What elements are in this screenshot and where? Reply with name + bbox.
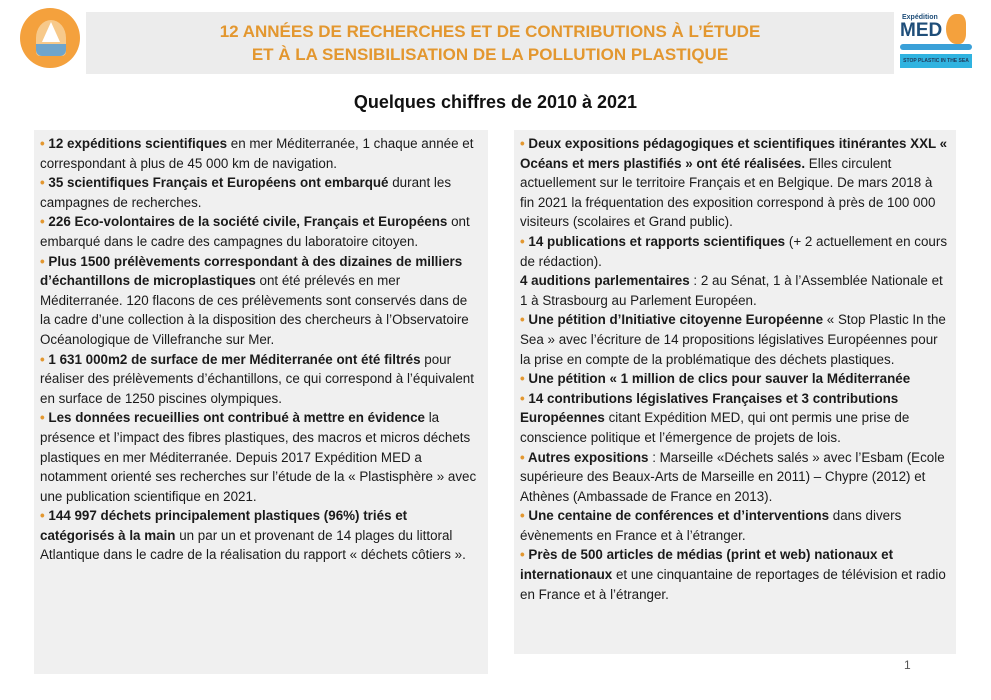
left-column-item-bold: 35 scientifiques Français et Européens ont embarqué — [48, 175, 389, 191]
bullet-icon: • — [520, 136, 529, 151]
bullet-icon: • — [520, 312, 529, 328]
flame-icon — [946, 14, 966, 44]
bullet-icon: • — [520, 390, 529, 406]
expedition-med-logo-left — [20, 8, 80, 68]
left-column-item-text: en mer Méditerranée, 1 chaque année et correspondant à plus de 45 000 km de navigation. — [40, 136, 474, 171]
logo-right-small-text: Expédition — [902, 14, 938, 21]
bullet-icon: • — [520, 508, 529, 524]
right-column-item-text: (+ 2 actuellement en cours de rédaction). — [520, 233, 948, 269]
right-column-item-text: : Marseille «Déchets salés » avec l’Esbam (Ecole supérieure des Beaux-Arts de Marseille en 2011) – Chypre (2012) et Athènes (Ambassade de France en 2013). — [520, 449, 945, 504]
bullet-icon: • — [40, 410, 49, 426]
right-column-item-bold: 14 contributions législatives Françaises et 3 contributions Européennes — [520, 390, 899, 426]
left-column-panel — [34, 130, 488, 674]
left-column-item-bold: Plus 1500 prélèvements correspondant à des dizaines de milliers d’échantillons de microplastiques — [40, 253, 463, 289]
right-column-item-bold: Près de 500 articles de médias (print et web) nationaux et internationaux — [520, 547, 894, 583]
right-column-item-text: et une cinquantaine de reportages de télévision et radio en France et à l’étranger. — [520, 567, 946, 602]
left-column-item-text: la présence et l’impact des fibres plastiques, des macros et micros déchets plastiques en mer Méditerranée. Depuis 2017 Expédition MED a notamment orienté ses recherches sur l’étude de la « Plastisphère » avec une publication scientifique en 2021. — [40, 410, 477, 504]
right-column-item-text: Elles circulent actuellement sur le territoire Français et en Belgique. De mars 2018 à fin 2021 la fréquentation des exposition correspond à près de 100 000 visiteurs (scolaires et Grand public). — [520, 155, 936, 230]
left-column-item-text: ont été prélevés en mer Méditerranée. 120 flacons de ces prélèvements sont conservés dans de la cadre d’une collection à la disposition des chercheurs à l’Observatoire Océanologique de Villefranche sur Mer. — [40, 273, 469, 347]
right-column-item-text: dans divers évènements en France et à l’étranger. — [520, 508, 902, 543]
page-subtitle: Quelques chiffres de 2010 à 2021 — [353, 92, 638, 112]
sail-icon — [42, 22, 60, 42]
right-column-item-bold: 14 publications et rapports scientifiques — [528, 233, 786, 249]
bullet-icon: • — [520, 449, 528, 465]
left-column-item-4 — [40, 252, 480, 350]
bullet-icon: • — [40, 214, 49, 230]
logo-right-big-text: MED — [900, 20, 943, 41]
left-column-item-bold: 144 997 déchets principalement plastiques (96%) triés et catégorisés à la main — [40, 508, 408, 543]
right-column-item-text: citant Expédition MED, qui ont permis une prise de conscience politique et l’émergence de projets de lois. — [520, 410, 910, 445]
expedition-med-logo-right — [900, 12, 972, 70]
left-column-item-bold: 12 expéditions scientifiques — [48, 136, 228, 151]
page-number: 1 — [904, 658, 911, 672]
right-column-item-bold: Autres expositions — [527, 449, 649, 465]
right-column-item-9 — [520, 545, 948, 604]
bullet-icon: • — [40, 136, 49, 151]
right-column-item-text: « Stop Plastic In the Sea » avec l’écriture de 14 propositions législatives Européennes pour la prise en compte de la problématique des déchets plastiques. — [520, 312, 946, 367]
right-column-item-8 — [520, 506, 948, 545]
title-line-2: ET À LA SENSIBILISATION DE LA POLLUTION PLASTIQUE — [251, 45, 729, 64]
left-column-item-2 — [40, 173, 480, 212]
left-column-item-1 — [40, 134, 480, 173]
right-column-item-bold: Une centaine de conférences et d’interventions — [528, 508, 830, 524]
right-column-item-2 — [520, 232, 948, 271]
right-column-item-7 — [520, 448, 948, 507]
bullet-icon: • — [40, 351, 49, 367]
left-column-item-3 — [40, 212, 480, 251]
bullet-icon: • — [520, 547, 529, 563]
right-column-item-1 — [520, 134, 948, 232]
left-column-item-text: un par un et provenant de 14 plages du littoral Atlantique dans le cadre de la réalisation du rapport « déchets côtiers ». — [40, 527, 466, 563]
title-banner — [86, 12, 894, 74]
left-column-item-bold: 226 Eco-volontaires de la société civile, Français et Européens — [48, 214, 448, 230]
right-column-item-6 — [520, 389, 948, 448]
title-line-1: 12 ANNÉES DE RECHERCHES ET DE CONTRIBUTIONS À L’ÉTUDE — [219, 22, 761, 41]
bullet-icon: • — [40, 508, 49, 524]
wave-icon — [900, 44, 972, 50]
boat-hull-icon — [36, 44, 66, 56]
right-column-item-bold: Une pétition d’Initiative citoyenne Européenne — [528, 312, 824, 328]
right-column-item-5 — [520, 369, 948, 389]
bullet-icon: • — [520, 233, 529, 249]
left-column-item-bold: 1 631 000m2 de surface de mer Méditerranée ont été filtrés — [48, 351, 421, 367]
right-column-item-4 — [520, 310, 948, 369]
left-column-item-text: durant les campagnes de recherches. — [40, 175, 452, 210]
left-column-item-7 — [40, 506, 480, 565]
right-column-item-bold: Deux expositions pédagogiques et scientifiques itinérantes XXL « Océans et mers plastifiés » ont été réalisées. — [520, 136, 948, 171]
bullet-icon: • — [40, 175, 49, 191]
right-column-item-bold: Une pétition « 1 million de clics pour sauver la Méditerranée — [528, 371, 911, 387]
left-column-item-text: ont embarqué dans le cadre des campagnes du laboratoire citoyen. — [40, 214, 470, 249]
right-column-item-text: : 2 au Sénat, 1 à l’Assemblée Nationale et 1 à Strasbourg au Parlement Européen. — [520, 273, 943, 308]
bullet-icon: • — [40, 253, 49, 269]
right-column-item-bold: 4 auditions parlementaires — [520, 273, 690, 289]
left-column-item-text: pour réaliser des prélèvements d’échantillons, ce qui correspond à l’équivalent en surface de 1250 piscines olympiques. — [40, 351, 474, 406]
logo-right-strip: STOP PLASTIC IN THE SEA — [900, 54, 972, 68]
left-column-item-bold: Les données recueillies ont contribué à mettre en évidence — [48, 410, 425, 426]
left-column-item-6 — [40, 408, 480, 506]
right-column-item-3 — [520, 271, 948, 310]
right-column-panel — [514, 130, 956, 654]
bullet-icon: • — [520, 371, 529, 387]
left-column-item-5 — [40, 350, 480, 409]
